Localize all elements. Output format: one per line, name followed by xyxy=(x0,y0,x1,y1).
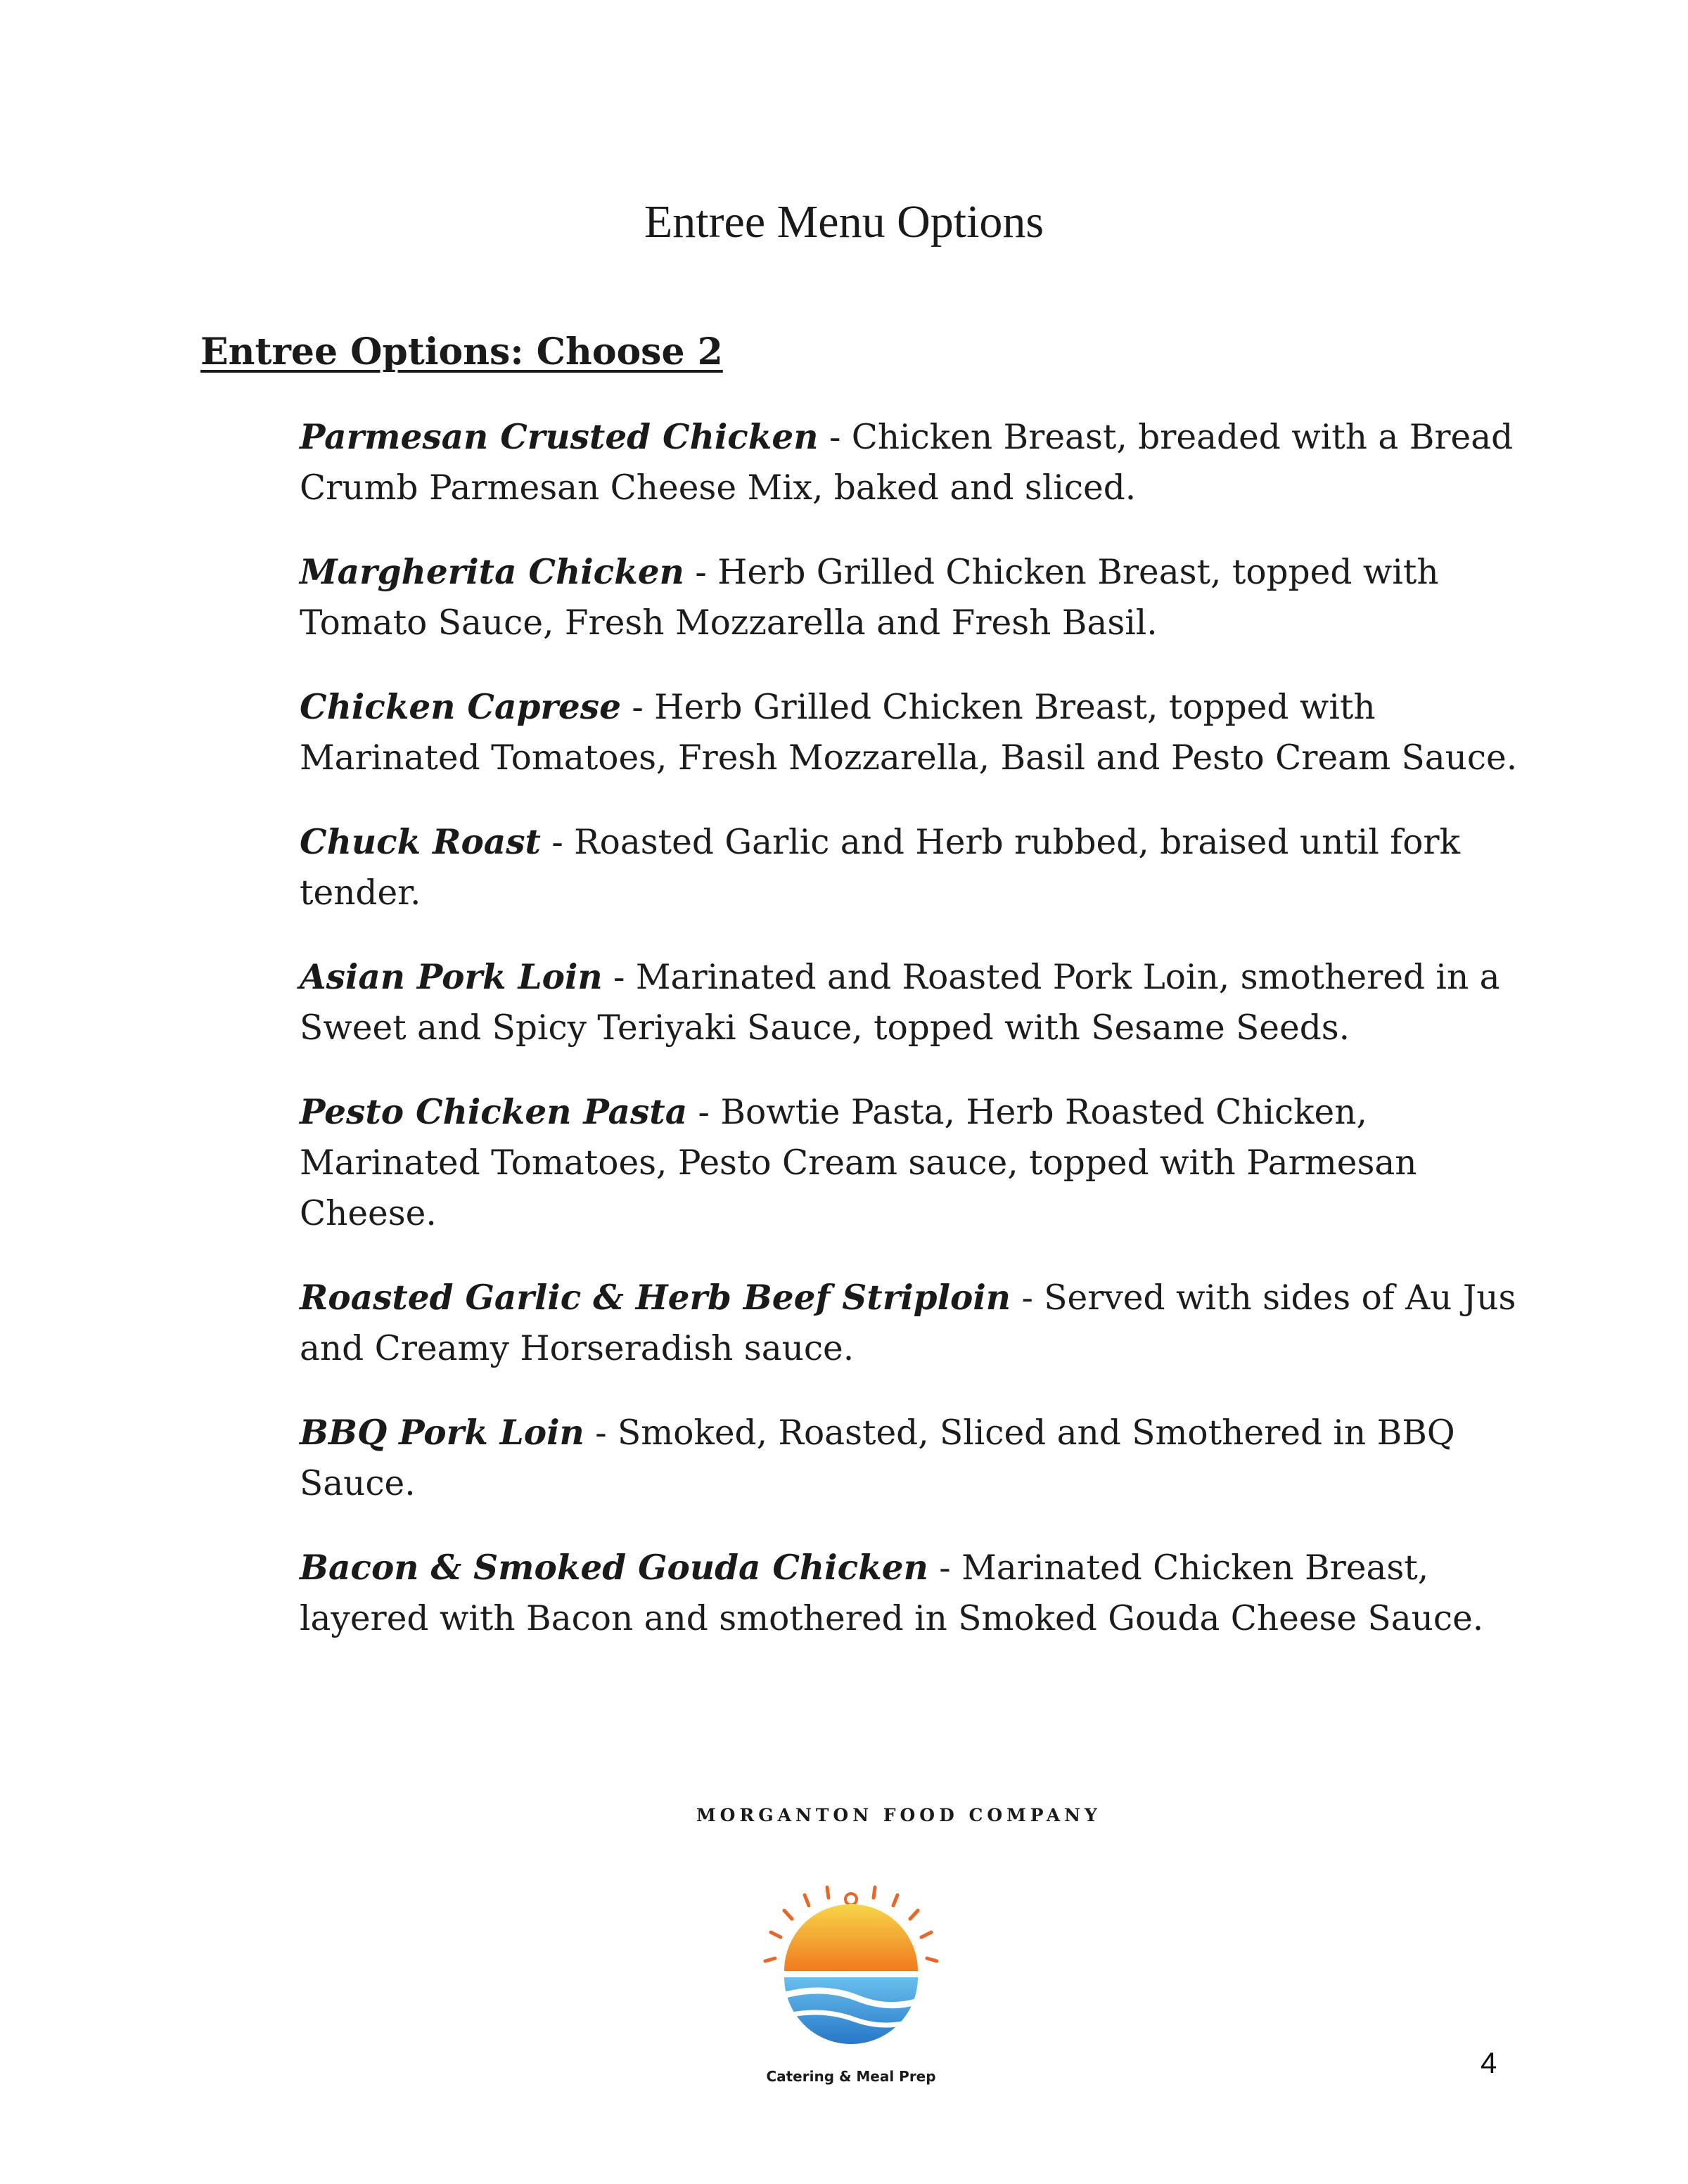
entree-description: - Served with sides of Au Jus and Creamy Horseradish sauce. xyxy=(300,1278,1516,1368)
entree-description: - Herb Grilled Chicken Breast, topped with Marinated Tomatoes, Fresh Mozzarella, Basil and Pesto Cream Sauce. xyxy=(300,688,1518,778)
entree-description: - Herb Grilled Chicken Breast, topped with Tomato Sauce, Fresh Mozzarella and Fresh Basil. xyxy=(300,553,1439,643)
entree-description: - Bowtie Pasta, Herb Roasted Chicken, Marinated Tomatoes, Pesto Cream sauce, topped with Parmesan Cheese. xyxy=(300,1093,1417,1233)
entree-item xyxy=(300,952,1523,1053)
entree-name: Asian Pork Loin xyxy=(300,957,603,997)
company-logo xyxy=(696,1805,1101,2088)
entree-item xyxy=(300,547,1523,648)
entree-name: Margherita Chicken xyxy=(300,552,684,592)
entree-item xyxy=(300,412,1523,513)
entree-name: Parmesan Crusted Chicken xyxy=(300,417,819,457)
page-number: 4 xyxy=(1481,2046,1497,2079)
entree-description: - Roasted Garlic and Herb rubbed, braised until fork tender. xyxy=(300,823,1460,913)
logo-tagline: Catering & Meal Prep xyxy=(766,2068,936,2085)
entree-item xyxy=(300,682,1523,783)
section-heading: Entree Options: Choose 2 xyxy=(200,330,723,373)
entree-name: Roasted Garlic & Herb Beef Striploin xyxy=(300,1278,1011,1318)
entree-item xyxy=(300,1543,1523,1644)
entree-name: Chicken Caprese xyxy=(300,687,621,727)
entree-description: - Marinated and Roasted Pork Loin, smothered in a Sweet and Spicy Teriyaki Sauce, topped with Sesame Seeds. xyxy=(300,958,1500,1048)
entree-list xyxy=(300,412,1523,1678)
entree-item xyxy=(300,1408,1523,1509)
entree-item xyxy=(300,1087,1523,1239)
entree-item xyxy=(300,817,1523,918)
entree-description: - Marinated Chicken Breast, layered with Bacon and smothered in Smoked Gouda Cheese Sauce. xyxy=(300,1548,1484,1638)
cloche-knob-icon xyxy=(845,1894,857,1905)
page-title: Entree Menu Options xyxy=(644,196,1044,248)
entree-name: BBQ Pork Loin xyxy=(300,1413,584,1453)
entree-description: - Smoked, Roasted, Sliced and Smothered in BBQ Sauce. xyxy=(300,1413,1455,1503)
entree-name: Bacon & Smoked Gouda Chicken xyxy=(300,1548,928,1588)
logo-arc-text: MORGANTON FOOD COMPANY xyxy=(696,1805,1101,1825)
entree-description: - Chicken Breast, breaded with a Bread Crumb Parmesan Cheese Mix, baked and sliced. xyxy=(300,418,1514,508)
entree-name: Chuck Roast xyxy=(300,822,541,862)
water-icon xyxy=(774,1974,935,2052)
entree-name: Pesto Chicken Pasta xyxy=(300,1092,688,1132)
entree-item xyxy=(300,1273,1523,1374)
sun-icon xyxy=(784,1904,918,1971)
